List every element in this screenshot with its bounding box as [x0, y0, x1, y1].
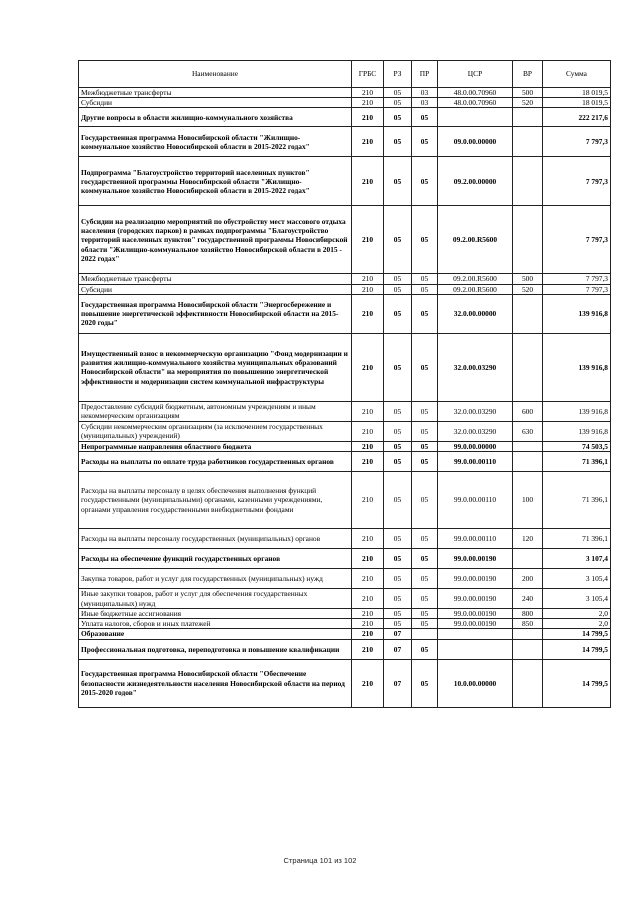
- cell-vr: [513, 157, 543, 206]
- cell-vr: 850: [513, 619, 543, 629]
- table-row: [79, 569, 611, 589]
- cell-pr: 05: [412, 529, 438, 549]
- cell-rz: 05: [384, 569, 412, 589]
- cell-sum: 139 916,8: [543, 421, 611, 441]
- cell-sum: 139 916,8: [543, 333, 611, 401]
- cell-grbs: 210: [352, 619, 384, 629]
- table-row: [79, 472, 611, 529]
- cell-rz: 05: [384, 401, 412, 421]
- cell-csr: [438, 108, 513, 127]
- header-vr: ВР: [513, 61, 543, 88]
- cell-name: Уплата налогов, сборов и иных платежей: [79, 619, 352, 629]
- cell-pr: 05: [412, 401, 438, 421]
- cell-csr: 99.0.00.00110: [438, 472, 513, 529]
- table-row: [79, 421, 611, 441]
- cell-name: Непрограммные направления областного бюджета: [79, 441, 352, 451]
- cell-grbs: 210: [352, 472, 384, 529]
- cell-csr: 32.0.00.03290: [438, 333, 513, 401]
- cell-rz: 05: [384, 441, 412, 451]
- cell-grbs: 210: [352, 609, 384, 619]
- table-row: [79, 529, 611, 549]
- table-row: [79, 549, 611, 569]
- cell-csr: 10.0.00.00000: [438, 659, 513, 707]
- cell-pr: 05: [412, 333, 438, 401]
- cell-csr: 32.0.00.03290: [438, 401, 513, 421]
- table-row: [79, 589, 611, 609]
- cell-rz: 07: [384, 629, 412, 639]
- cell-vr: 630: [513, 421, 543, 441]
- cell-name: Государственная программа Новосибирской области "Жилищно-коммунальное хозяйство Новосибирской области в 2015-2022 годах": [79, 127, 352, 157]
- cell-sum: 74 503,5: [543, 441, 611, 451]
- cell-vr: 120: [513, 529, 543, 549]
- table-row: [79, 157, 611, 206]
- cell-grbs: 210: [352, 569, 384, 589]
- cell-pr: 03: [412, 98, 438, 108]
- cell-grbs: 210: [352, 441, 384, 451]
- cell-name: Предоставление субсидий бюджетным, автономным учреждениям и иным некоммерческим организациям: [79, 401, 352, 421]
- table-header-row: [79, 61, 611, 88]
- cell-csr: 99.0.00.00000: [438, 441, 513, 451]
- header-pr: ПР: [412, 61, 438, 88]
- header-csr: ЦСР: [438, 61, 513, 88]
- cell-pr: 05: [412, 619, 438, 629]
- table-row: [79, 206, 611, 274]
- cell-name: Межбюджетные трансферты: [79, 274, 352, 284]
- cell-vr: [513, 333, 543, 401]
- cell-vr: [513, 127, 543, 157]
- cell-name: Субсидии: [79, 98, 352, 108]
- table-row: [79, 88, 611, 98]
- cell-rz: 05: [384, 157, 412, 206]
- cell-rz: 07: [384, 639, 412, 659]
- cell-sum: 71 396,1: [543, 529, 611, 549]
- cell-sum: 3 105,4: [543, 589, 611, 609]
- cell-name: Межбюджетные трансферты: [79, 88, 352, 98]
- cell-sum: 2,0: [543, 609, 611, 619]
- cell-name: Государственная программа Новосибирской области "Обеспечение безопасности жизнедеятельности населения Новосибирской области на период 2015-2020 годов": [79, 659, 352, 707]
- cell-sum: 71 396,1: [543, 452, 611, 472]
- cell-vr: 800: [513, 609, 543, 619]
- table-row: [79, 452, 611, 472]
- cell-rz: 05: [384, 452, 412, 472]
- cell-vr: [513, 108, 543, 127]
- cell-grbs: 210: [352, 274, 384, 284]
- cell-vr: 520: [513, 98, 543, 108]
- cell-name: Другие вопросы в области жилищно-коммунального хозяйства: [79, 108, 352, 127]
- table-row: [79, 294, 611, 333]
- cell-name: Субсидии: [79, 284, 352, 294]
- cell-vr: [513, 441, 543, 451]
- table-row: [79, 401, 611, 421]
- cell-rz: 05: [384, 549, 412, 569]
- cell-csr: 99.0.00.00190: [438, 589, 513, 609]
- cell-sum: 18 019,5: [543, 88, 611, 98]
- cell-vr: 520: [513, 284, 543, 294]
- cell-vr: [513, 639, 543, 659]
- header-name: Наименование: [79, 61, 352, 88]
- cell-rz: 05: [384, 127, 412, 157]
- cell-pr: 05: [412, 157, 438, 206]
- cell-vr: 200: [513, 569, 543, 589]
- cell-csr: 99.0.00.00190: [438, 569, 513, 589]
- cell-csr: 09.2.00.R5600: [438, 284, 513, 294]
- cell-pr: 05: [412, 441, 438, 451]
- cell-vr: 100: [513, 472, 543, 529]
- cell-name: Расходы на обеспечение функций государственных органов: [79, 549, 352, 569]
- cell-pr: 05: [412, 108, 438, 127]
- cell-name: Субсидии на реализацию мероприятий по обустройству мест массового отдыха населения (городских парков) в рамках подпрограммы "Благоустройство территорий населенных пунктов" государственной программы Новосибирской области "Жилищно-коммунальное хозяйство Новосибирской области в 2015 - 2022 годах": [79, 206, 352, 274]
- cell-grbs: 210: [352, 333, 384, 401]
- cell-grbs: 210: [352, 98, 384, 108]
- cell-grbs: 210: [352, 639, 384, 659]
- cell-grbs: 210: [352, 284, 384, 294]
- cell-rz: 05: [384, 472, 412, 529]
- cell-name: Образование: [79, 629, 352, 639]
- cell-name: Подпрограмма "Благоустройство территорий населенных пунктов" государственной программы Новосибирской области "Жилищно-коммунальное хозяйство Новосибирской области в 2015-2022 годах": [79, 157, 352, 206]
- cell-csr: 99.0.00.00190: [438, 609, 513, 619]
- cell-csr: 32.0.00.03290: [438, 421, 513, 441]
- cell-vr: [513, 452, 543, 472]
- cell-csr: 48.0.00.70960: [438, 98, 513, 108]
- cell-pr: 05: [412, 569, 438, 589]
- cell-grbs: 210: [352, 294, 384, 333]
- cell-csr: 09.2.00.R5600: [438, 206, 513, 274]
- table-row: [79, 619, 611, 629]
- cell-csr: 99.0.00.00190: [438, 619, 513, 629]
- table-row: [79, 639, 611, 659]
- table-row: [79, 274, 611, 284]
- cell-name: Субсидии некоммерческим организациям (за исключением государственных (муниципальных) учреждений): [79, 421, 352, 441]
- cell-name: Имущественный взнос в некоммерческую организацию "Фонд модернизации и развития жилищно-коммунального хозяйства муниципальных образований Новосибирской области" на мероприятия по повышению энергетической эффективности и модернизации систем коммунальной инфраструктуры: [79, 333, 352, 401]
- table-row: [79, 98, 611, 108]
- cell-rz: 05: [384, 98, 412, 108]
- cell-sum: 14 799,5: [543, 639, 611, 659]
- budget-table: [78, 60, 611, 708]
- cell-grbs: 210: [352, 127, 384, 157]
- cell-grbs: 210: [352, 589, 384, 609]
- cell-csr: 48.0.00.70960: [438, 88, 513, 98]
- cell-csr: [438, 629, 513, 639]
- cell-grbs: 210: [352, 629, 384, 639]
- cell-rz: 05: [384, 206, 412, 274]
- cell-pr: 05: [412, 284, 438, 294]
- cell-sum: 7 797,3: [543, 127, 611, 157]
- cell-rz: 05: [384, 294, 412, 333]
- cell-vr: 500: [513, 88, 543, 98]
- cell-grbs: 210: [352, 206, 384, 274]
- table-body: [79, 88, 611, 708]
- cell-pr: 05: [412, 609, 438, 619]
- cell-vr: [513, 629, 543, 639]
- cell-rz: 05: [384, 421, 412, 441]
- cell-pr: 05: [412, 127, 438, 157]
- cell-grbs: 210: [352, 452, 384, 472]
- cell-rz: 05: [384, 589, 412, 609]
- cell-grbs: 210: [352, 157, 384, 206]
- cell-name: Иные закупки товаров, работ и услуг для обеспечения государственных (муниципальных) нужд: [79, 589, 352, 609]
- cell-csr: [438, 639, 513, 659]
- cell-rz: 05: [384, 333, 412, 401]
- cell-name: Закупка товаров, работ и услуг для государственных (муниципальных) нужд: [79, 569, 352, 589]
- cell-pr: 05: [412, 206, 438, 274]
- page-number: Страница 101 из 102: [283, 856, 357, 865]
- cell-rz: 05: [384, 529, 412, 549]
- table-row: [79, 333, 611, 401]
- table-row: [79, 441, 611, 451]
- cell-vr: [513, 549, 543, 569]
- cell-rz: 07: [384, 659, 412, 707]
- cell-grbs: 210: [352, 108, 384, 127]
- cell-rz: 05: [384, 88, 412, 98]
- cell-pr: 05: [412, 472, 438, 529]
- cell-name: Расходы на выплаты персоналу в целях обеспечения выполнения функций государственными (муниципальными) органами, казенными учреждениями, органами управления государственными внебюджетными фондами: [79, 472, 352, 529]
- cell-pr: 03: [412, 88, 438, 98]
- cell-name: Профессиональная подготовка, переподготовка и повышение квалификации: [79, 639, 352, 659]
- cell-pr: 05: [412, 659, 438, 707]
- cell-rz: 05: [384, 609, 412, 619]
- header-grbs: ГРБС: [352, 61, 384, 88]
- table-row: [79, 629, 611, 639]
- cell-sum: 7 797,3: [543, 284, 611, 294]
- cell-sum: 3 105,4: [543, 569, 611, 589]
- cell-sum: 222 217,6: [543, 108, 611, 127]
- cell-sum: 2,0: [543, 619, 611, 629]
- cell-grbs: 210: [352, 549, 384, 569]
- cell-pr: 05: [412, 589, 438, 609]
- cell-rz: 05: [384, 108, 412, 127]
- table-row: [79, 609, 611, 619]
- cell-grbs: 210: [352, 88, 384, 98]
- cell-sum: 14 799,5: [543, 629, 611, 639]
- cell-sum: 139 916,8: [543, 294, 611, 333]
- cell-name: Государственная программа Новосибирской области "Энергосбережение и повышение энергетической эффективности Новосибирской области на 2015- 2020 годы": [79, 294, 352, 333]
- cell-grbs: 210: [352, 529, 384, 549]
- cell-vr: 240: [513, 589, 543, 609]
- cell-csr: 09.2.00.00000: [438, 157, 513, 206]
- cell-name: Иные бюджетные ассигнования: [79, 609, 352, 619]
- cell-csr: 09.0.00.00000: [438, 127, 513, 157]
- table-row: [79, 659, 611, 707]
- header-sum: Сумма: [543, 61, 611, 88]
- cell-vr: [513, 294, 543, 333]
- cell-csr: 99.0.00.00110: [438, 529, 513, 549]
- cell-vr: [513, 206, 543, 274]
- cell-csr: 99.0.00.00190: [438, 549, 513, 569]
- cell-name: Расходы на выплаты персоналу государственных (муниципальных) органов: [79, 529, 352, 549]
- header-rz: РЗ: [384, 61, 412, 88]
- cell-grbs: 210: [352, 401, 384, 421]
- cell-sum: 139 916,8: [543, 401, 611, 421]
- cell-grbs: 210: [352, 659, 384, 707]
- cell-rz: 05: [384, 619, 412, 629]
- cell-pr: 05: [412, 452, 438, 472]
- cell-sum: 14 799,5: [543, 659, 611, 707]
- cell-csr: 99.0.00.00110: [438, 452, 513, 472]
- table-row: [79, 127, 611, 157]
- cell-rz: 05: [384, 284, 412, 294]
- cell-vr: 500: [513, 274, 543, 284]
- cell-pr: 05: [412, 294, 438, 333]
- cell-csr: 32.0.00.00000: [438, 294, 513, 333]
- cell-csr: 09.2.00.R5600: [438, 274, 513, 284]
- cell-vr: 600: [513, 401, 543, 421]
- cell-grbs: 210: [352, 421, 384, 441]
- cell-sum: 7 797,3: [543, 206, 611, 274]
- cell-sum: 18 019,5: [543, 98, 611, 108]
- cell-rz: 05: [384, 274, 412, 284]
- table-row: [79, 108, 611, 127]
- cell-pr: 05: [412, 421, 438, 441]
- cell-pr: 05: [412, 549, 438, 569]
- cell-vr: [513, 659, 543, 707]
- cell-pr: 05: [412, 639, 438, 659]
- cell-sum: 3 107,4: [543, 549, 611, 569]
- cell-name: Расходы на выплаты по оплате труда работников государственных органов: [79, 452, 352, 472]
- table-row: [79, 284, 611, 294]
- cell-sum: 7 797,3: [543, 274, 611, 284]
- cell-sum: 7 797,3: [543, 157, 611, 206]
- cell-pr: 05: [412, 274, 438, 284]
- cell-pr: [412, 629, 438, 639]
- cell-sum: 71 396,1: [543, 472, 611, 529]
